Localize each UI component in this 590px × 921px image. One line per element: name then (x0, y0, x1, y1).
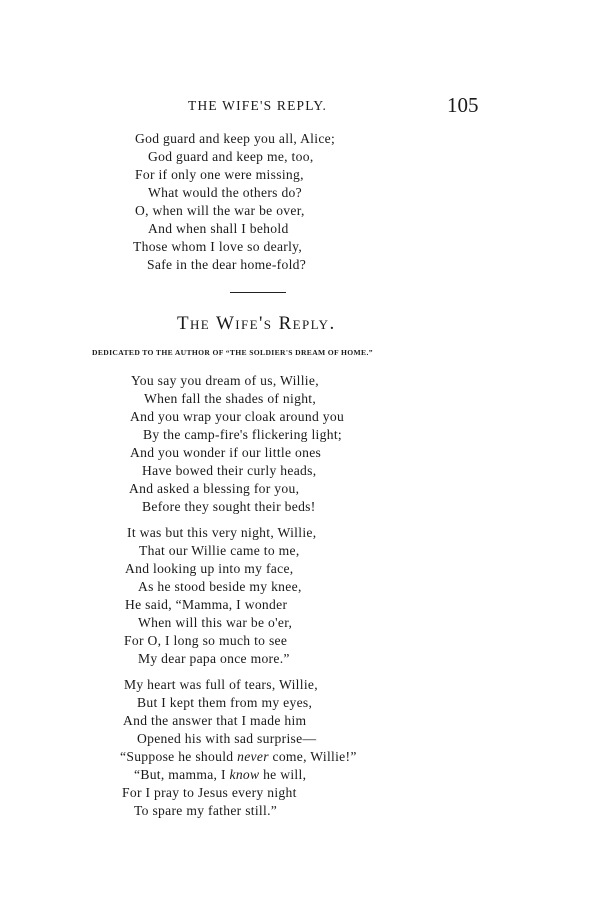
verse-line: And when shall I behold (148, 221, 289, 236)
verse-line: “Suppose he should never come, Willie!” (120, 749, 357, 764)
verse-line: And you wrap your cloak around you (130, 409, 345, 424)
verse-line: God guard and keep me, too, (148, 149, 314, 164)
page-number: 105 (447, 93, 479, 117)
verse-line: My dear papa once more.” (138, 651, 290, 666)
verse-line: As he stood beside my knee, (138, 579, 302, 594)
verse-line: For I pray to Jesus every night (122, 785, 297, 800)
verse-line: But I kept them from my eyes, (137, 695, 313, 710)
verse-line: What would the others do? (148, 185, 302, 200)
verse-line: My heart was full of tears, Willie, (124, 677, 318, 692)
running-title: THE WIFE'S REPLY. (188, 98, 328, 113)
verse-line: Safe in the dear home-fold? (147, 257, 307, 272)
verse-line: That our Willie came to me, (139, 543, 300, 558)
verse-line: To spare my father still.” (134, 803, 278, 818)
verse-line: Those whom I love so dearly, (133, 239, 303, 254)
verse-line: Have bowed their curly heads, (142, 463, 317, 478)
verse-line: For if only one were missing, (135, 167, 304, 182)
verse-line: He said, “Mamma, I wonder (125, 597, 288, 612)
verse-line: And you wonder if our little ones (130, 445, 322, 460)
verse-line: Before they sought their beds! (142, 499, 316, 514)
verse-line: For O, I long so much to see (124, 633, 288, 648)
verse-line: And looking up into my face, (125, 561, 294, 576)
verse-line: And the answer that I made him (123, 713, 307, 728)
dedication: DEDICATED TO THE AUTHOR OF “THE SOLDIER'S DREAM OF HOME.” (92, 348, 373, 357)
verse-line: And asked a blessing for you, (129, 481, 300, 496)
verse-line: “But, mamma, I know he will, (134, 767, 307, 782)
verse-line: You say you dream of us, Willie, (131, 373, 319, 388)
verse-line: O, when will the war be over, (135, 203, 305, 218)
verse-line: It was but this very night, Willie, (127, 525, 317, 540)
poem-title: The Wife's Reply. (177, 313, 336, 334)
verse-line: By the camp-fire's flickering light; (143, 427, 342, 442)
verse-line: When fall the shades of night, (144, 391, 317, 406)
emphasis: know (229, 767, 260, 782)
running-head (0, 93, 590, 120)
verse-line: Opened his with sad surprise— (137, 731, 317, 746)
section-divider (230, 292, 286, 293)
verse-line: When will this war be o'er, (138, 615, 293, 630)
emphasis: never (237, 749, 269, 764)
verse-line: God guard and keep you all, Alice; (135, 131, 336, 146)
